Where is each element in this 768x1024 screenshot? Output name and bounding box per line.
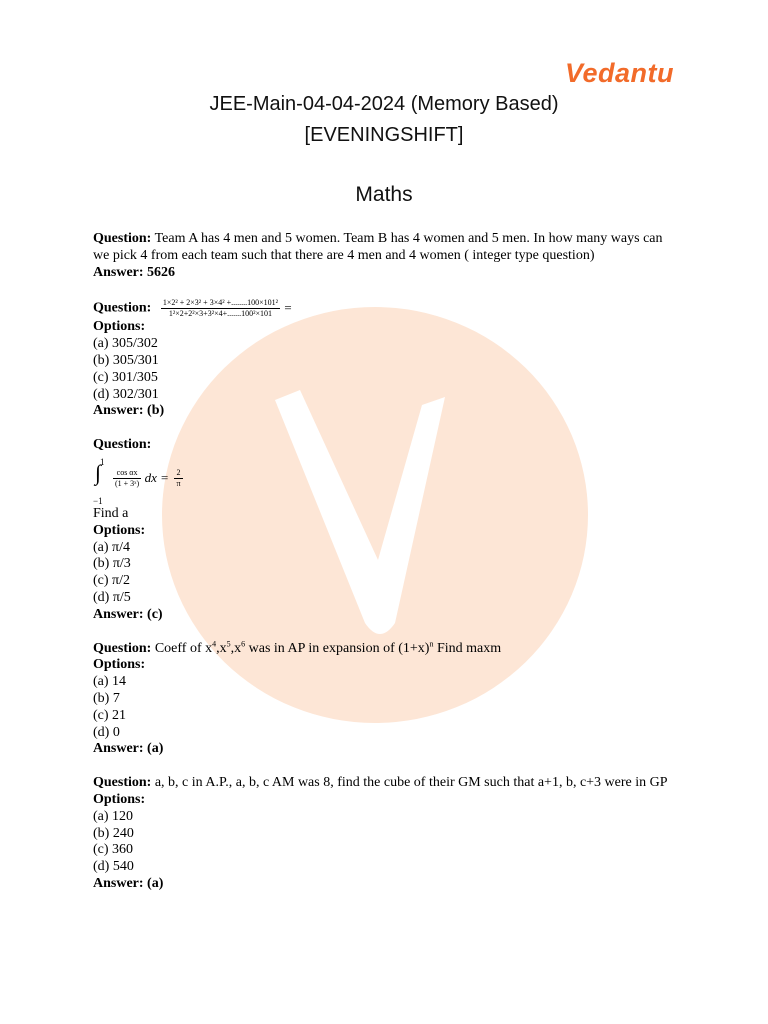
answer-value: 5626	[147, 264, 176, 280]
options-label: Options:	[93, 791, 146, 807]
options-label: Options:	[93, 657, 146, 673]
option-d: (d) 302/301	[93, 386, 159, 402]
question-label: Question:	[93, 437, 152, 453]
find-text: Find a	[93, 505, 129, 521]
answer-value: (a)	[147, 875, 164, 891]
option-c: (c) π/2	[93, 573, 130, 589]
question-label: Question:	[93, 640, 152, 656]
option-c: (c) 360	[93, 842, 134, 858]
option-d: (d) 0	[93, 724, 120, 740]
question-text: Coeff of $x^4,x^5,x^6$ was in AP in expansion of $(1+x)^n$ Find maxm	[154, 638, 502, 656]
upper-limit: 1	[100, 456, 105, 467]
question-1	[93, 231, 673, 281]
question-label: Question:	[93, 231, 152, 246]
question-3	[93, 437, 673, 623]
answer-value: (b)	[147, 403, 165, 419]
rhs-numerator: 2	[174, 468, 182, 479]
option-c: (c) 21	[93, 707, 127, 723]
shift-title: [EVENINGSHIFT]	[304, 124, 464, 146]
integrand-numerator: cos αx	[113, 468, 141, 479]
option-c: (c) 301/305	[93, 369, 158, 385]
option-b: (b) 305/301	[93, 352, 159, 368]
answer-value: (a)	[147, 741, 164, 757]
question-4	[93, 638, 673, 759]
answer-label: Answer:	[93, 741, 144, 757]
fraction-numerator: 1×2² + 2×3² + 3×4² +........100×101²	[162, 298, 279, 308]
question-2	[93, 298, 673, 420]
subject-heading: Maths	[355, 183, 413, 206]
integrand-fraction	[113, 468, 141, 489]
integrand-denominator: (1 + 3ˣ)	[115, 478, 140, 488]
integral-expression	[93, 454, 673, 506]
exam-title: JEE-Main-04-04-2024 (Memory Based)	[209, 93, 559, 115]
answer-label: Answer:	[93, 264, 144, 280]
fraction-denominator: 1²×2+2²×3+3²×4+.......100²×101	[168, 309, 273, 319]
option-d: (d) 540	[93, 859, 134, 875]
question-5	[93, 775, 673, 893]
dx-equals: dx =	[144, 470, 169, 486]
option-a: (a) 120	[93, 808, 134, 824]
answer-label: Answer:	[93, 875, 144, 891]
integral-sign: ∫	[95, 459, 102, 485]
question-text: a, b, c in A.P., a, b, c AM was 8, find the cube of their GM such that a+1, b, c+3 were in GP	[154, 775, 668, 791]
rhs-fraction	[174, 468, 182, 489]
sum-fraction	[161, 298, 280, 319]
option-b: (b) 240	[93, 825, 134, 841]
question-label: Question:	[93, 775, 152, 791]
option-a: (a) 14	[93, 674, 127, 690]
question-list	[93, 231, 673, 893]
options-label: Options:	[93, 522, 146, 538]
option-d: (d) π/5	[93, 589, 131, 605]
vedantu-logo: Vedantu	[565, 58, 675, 88]
option-a: (a) 305/302	[93, 336, 158, 352]
option-b: (b) π/3	[93, 556, 131, 572]
answer-value: (c)	[147, 606, 163, 622]
equals-sign: =	[283, 300, 293, 316]
rhs-denominator: π	[176, 478, 181, 488]
question-label: Question:	[93, 301, 152, 317]
option-a: (a) π/4	[93, 539, 130, 555]
option-b: (b) 7	[93, 690, 120, 706]
answer-label: Answer:	[93, 403, 144, 419]
answer-label: Answer:	[93, 606, 144, 622]
options-label: Options:	[93, 319, 146, 335]
lower-limit: −1	[93, 495, 103, 506]
question-text: Team A has 4 men and 5 women. Team B has 4 women and 5 men. In how many ways can we pick 4 from each team such that there are 4 men and 4 women ( integer type question)	[93, 231, 663, 263]
